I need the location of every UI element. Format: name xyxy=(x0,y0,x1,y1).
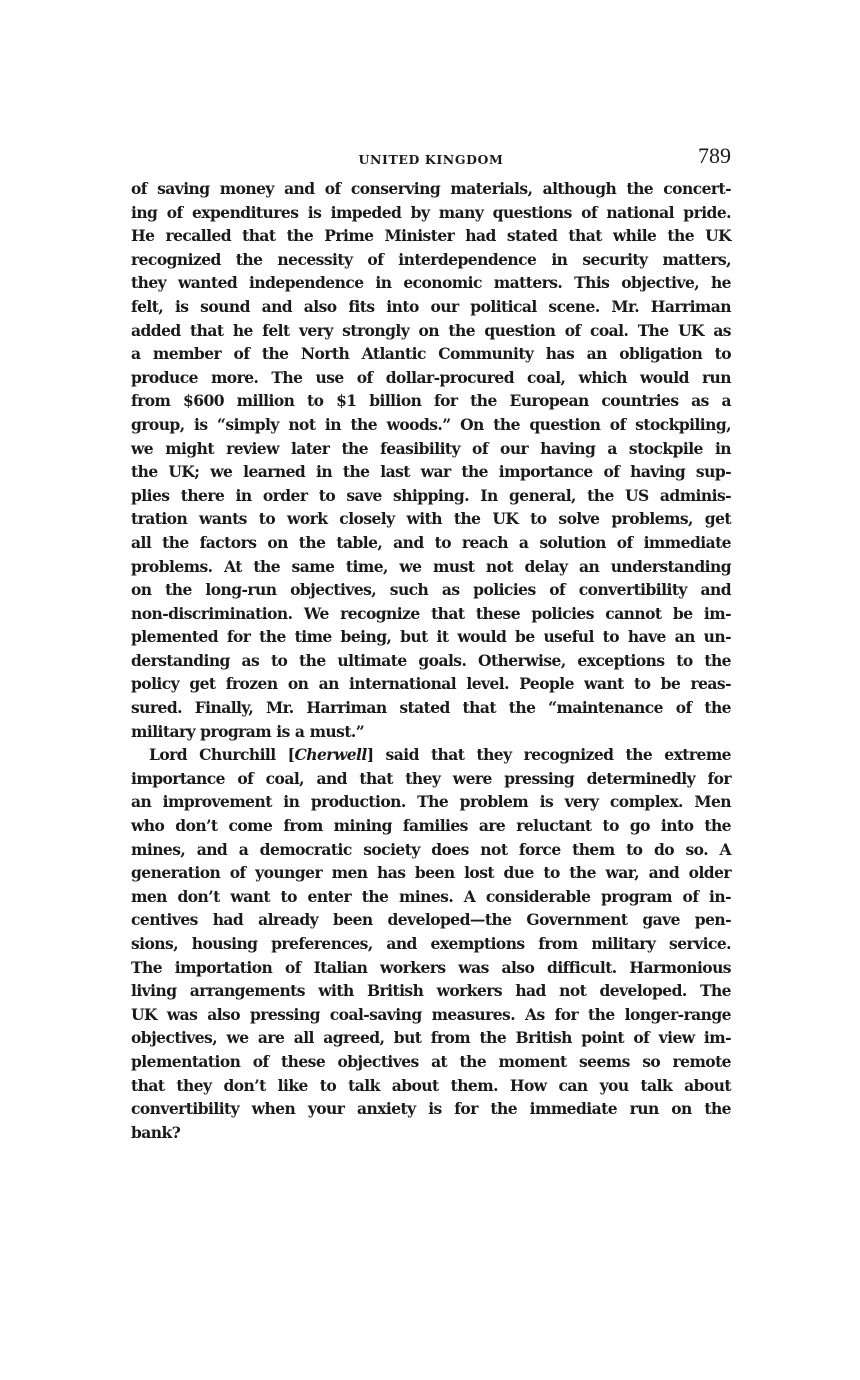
text-line: generation of younger men has been lost due to the war, and older xyxy=(131,863,731,883)
italic-name: Cherwell xyxy=(294,745,367,765)
text-line: all the factors on the table, and to reach a solution of immediate xyxy=(131,532,731,552)
text-line: group, is “simply not in the woods.” On the question of stockpiling, xyxy=(131,414,731,434)
text-line: ing of expenditures is impeded by many questions of national pride. xyxy=(131,202,731,222)
text-line: of saving money and of conserving materials, although the concert- xyxy=(131,179,731,198)
text-line: derstanding as to the ultimate goals. Otherwise, exceptions to the xyxy=(131,650,731,670)
text-line: plies there in order to save shipping. In general, the US adminis- xyxy=(131,485,731,505)
page-number: 789 xyxy=(698,143,731,168)
paragraph-2 xyxy=(131,743,731,1144)
text-line: they wanted independence in economic matters. This objective, he xyxy=(131,273,731,293)
text-line: living arrangements with British workers had not developed. The xyxy=(131,981,731,1001)
text-line: produce more. The use of dollar-procured coal, which would run xyxy=(131,367,731,387)
document-page xyxy=(131,143,731,1144)
text-line: that they don’t like to talk about them. How can you talk about xyxy=(131,1075,731,1095)
text-line: mines, and a democratic society does not force them to do so. A xyxy=(131,839,731,859)
text-line: on the long-run objectives, such as policies of convertibility and xyxy=(131,580,731,600)
text-line: objectives, we are all agreed, but from the British point of view im- xyxy=(131,1028,731,1048)
text-line-first xyxy=(131,743,731,767)
text-line: sured. Finally, Mr. Harriman stated that the “maintenance of the xyxy=(131,698,731,718)
text-line: importance of coal, and that they were pressing determinedly for xyxy=(131,768,731,788)
text-line: plementation of these objectives at the moment seems so remote xyxy=(131,1051,731,1071)
text-line: a member of the North Atlantic Community has an obligation to xyxy=(131,344,731,364)
running-title: UNITED KINGDOM xyxy=(358,152,504,167)
text-line: an improvement in production. The problem is very complex. Men xyxy=(131,792,731,812)
text-line: we might review later the feasibility of our having a stockpile in xyxy=(131,438,731,458)
text-line: sions, housing preferences, and exemptions from military service. xyxy=(131,934,731,953)
text-line: men don’t want to enter the mines. A considerable program of in- xyxy=(131,886,731,906)
text-line: who don’t come from mining families are reluctant to go into the xyxy=(131,816,731,836)
text-line: He recalled that the Prime Minister had stated that while the UK xyxy=(131,226,731,246)
text-line: tration wants to work closely with the UK to solve problems, get xyxy=(131,509,731,529)
text-line: added that he felt very strongly on the question of coal. The UK as xyxy=(131,320,731,340)
text-line: plemented for the time being, but it would be useful to have an un- xyxy=(131,627,731,647)
text-line: felt, is sound and also fits into our political scene. Mr. Harriman xyxy=(131,296,731,316)
text-line: non-discrimination. We recognize that these policies cannot be im- xyxy=(131,603,731,623)
text-line: bank? xyxy=(131,1122,181,1142)
text-line: from $600 million to $1 billion for the European countries as a xyxy=(131,391,731,411)
text-line: military program is a must.” xyxy=(131,721,365,741)
text-line: The importation of Italian workers was also difficult. Harmonious xyxy=(131,957,731,977)
body-text xyxy=(131,177,731,1144)
text-line: policy get frozen on an international level. People want to be reas- xyxy=(131,674,731,694)
text-line: problems. At the same time, we must not delay an understanding xyxy=(131,556,731,576)
paragraph-1 xyxy=(131,177,731,743)
text-segment: ] said that they recognized the extreme xyxy=(366,745,731,765)
text-line: the UK; we learned in the last war the importance of having sup- xyxy=(131,462,731,482)
text-line: UK was also pressing coal-saving measures. As for the longer-range xyxy=(131,1004,731,1024)
text-line: recognized the necessity of interdependence in security matters, xyxy=(131,249,731,269)
text-line: convertibility when your anxiety is for the immediate run on the xyxy=(131,1099,731,1119)
text-line: centives had already been developed—the Government gave pen- xyxy=(131,910,731,930)
text-segment: Lord Churchill [ xyxy=(149,745,295,765)
running-header xyxy=(131,143,731,173)
